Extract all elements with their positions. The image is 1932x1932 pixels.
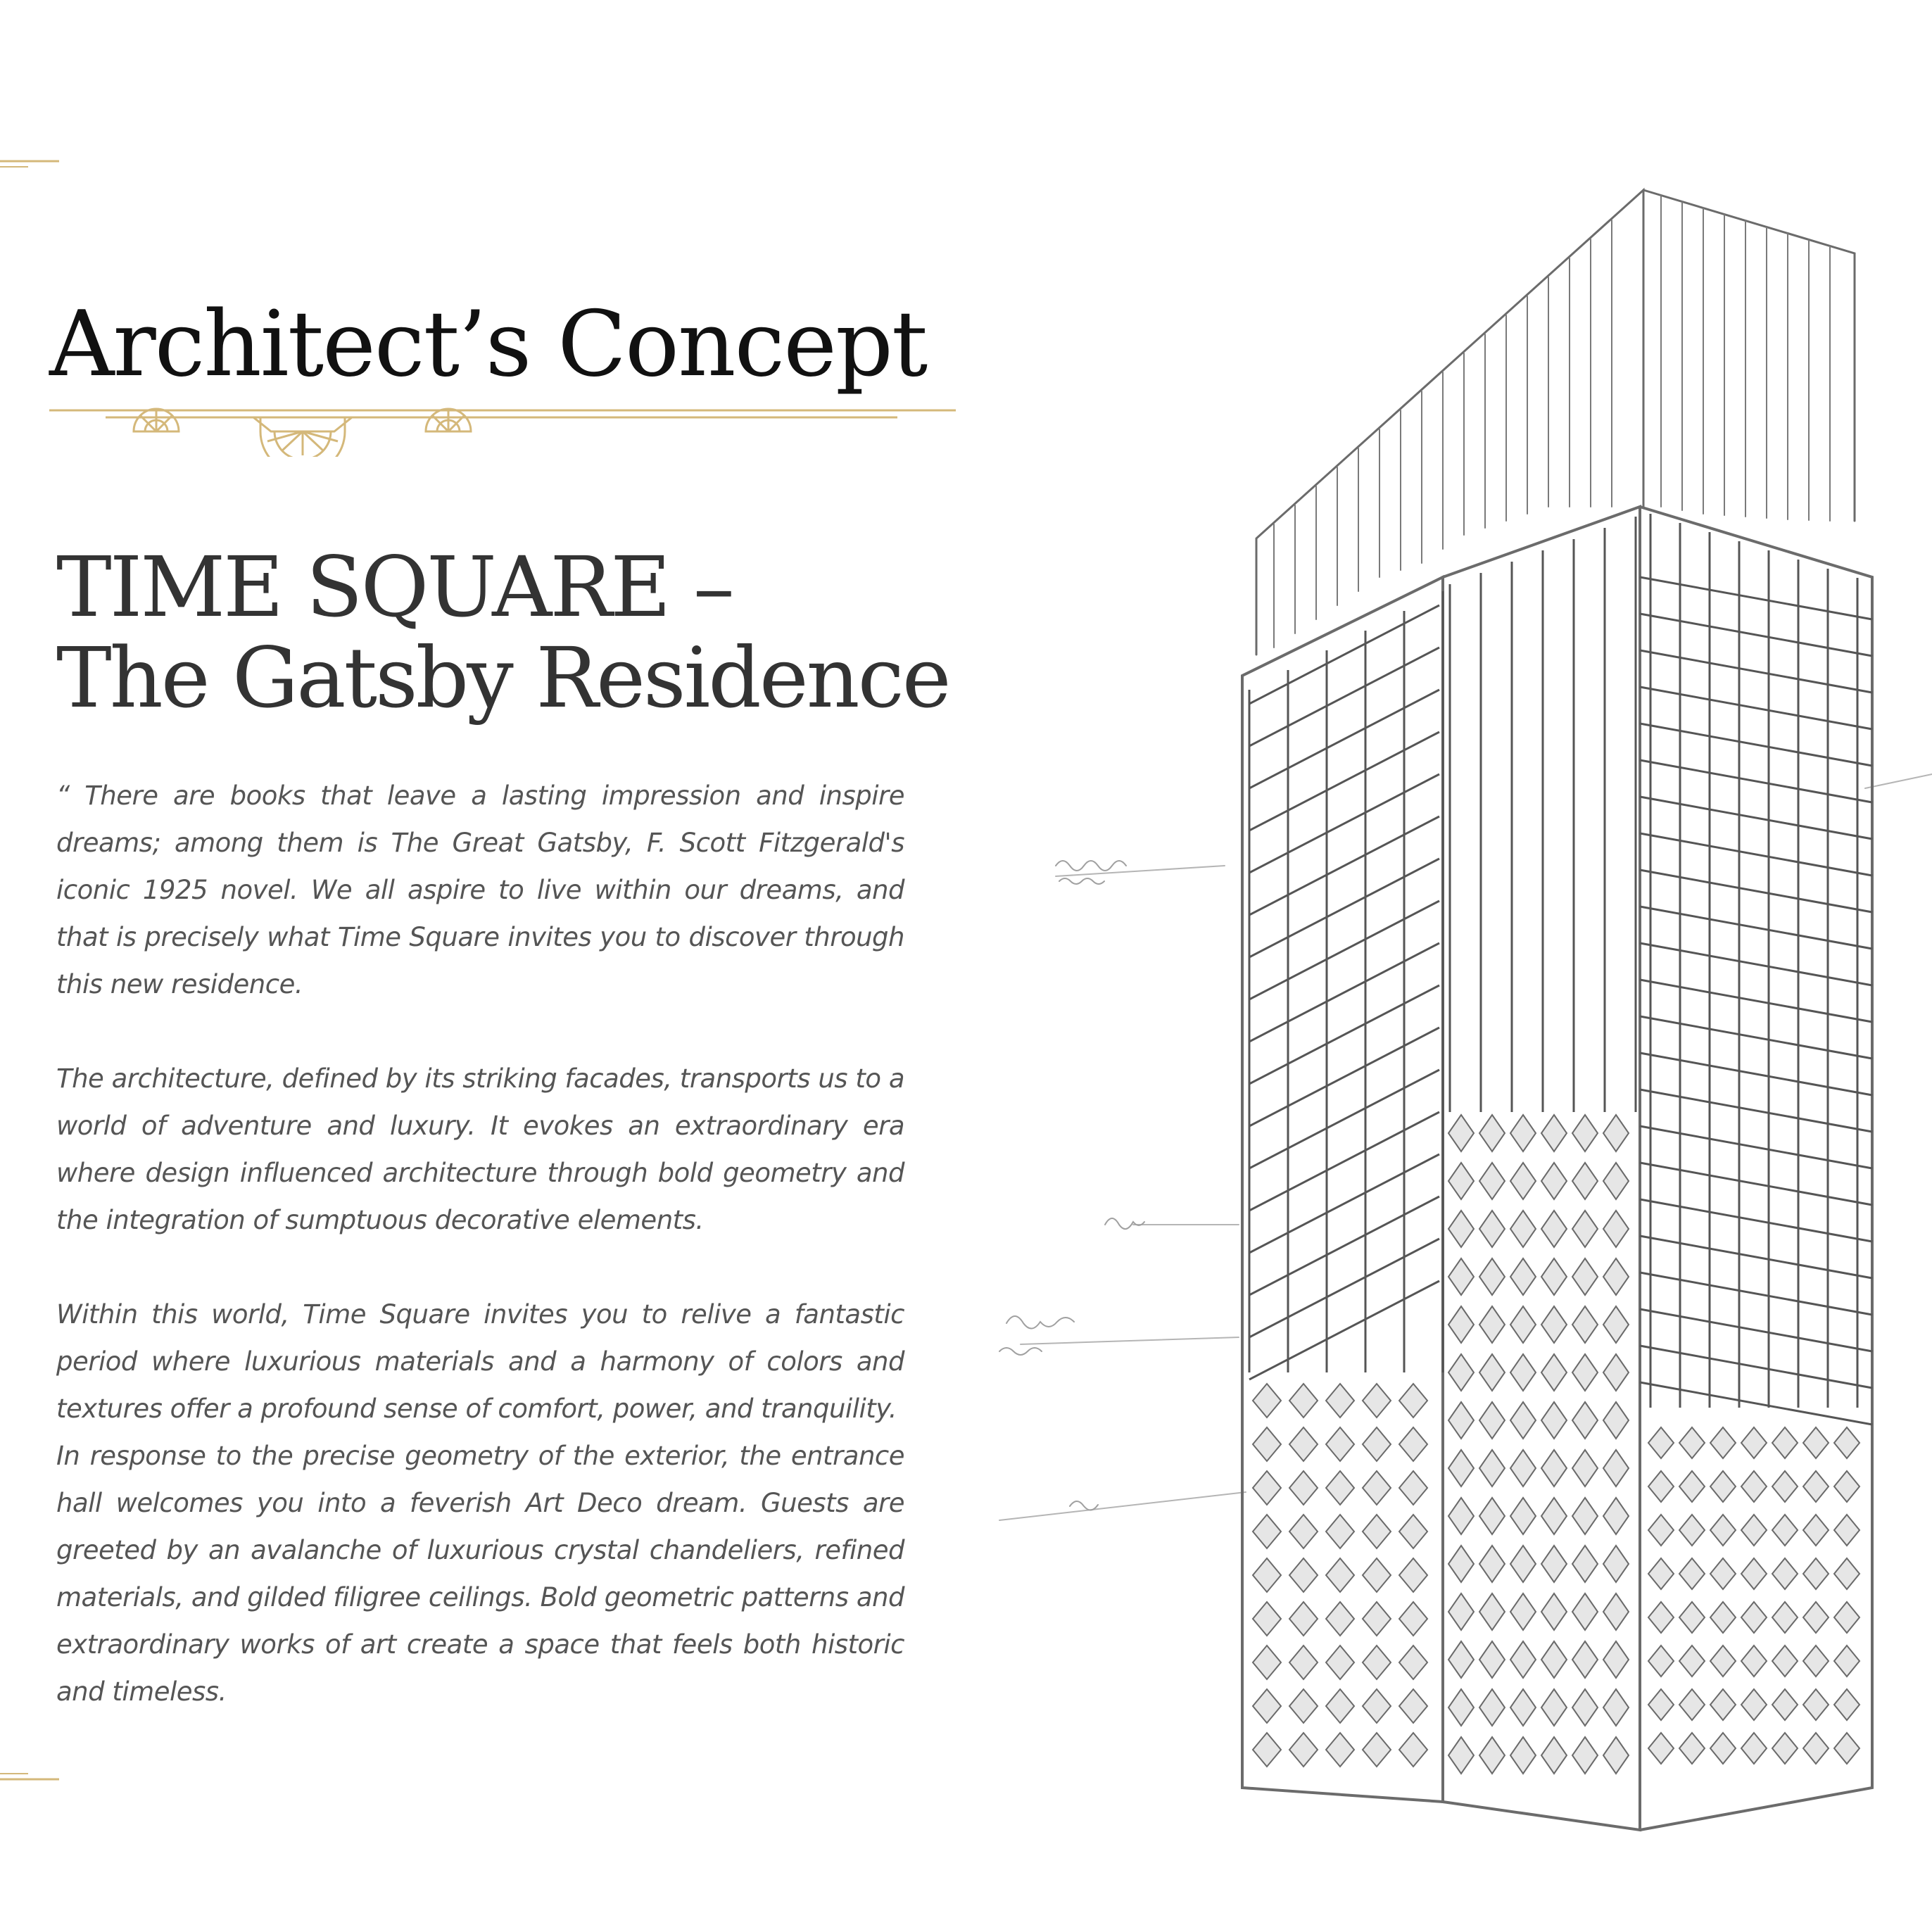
building-sketch-illustration [894,84,1932,1844]
art-deco-ornament [49,400,957,457]
title-line-1: TIME SQUARE – [56,538,733,636]
heading-block [49,292,957,457]
concept-description [56,772,904,1715]
title-line-2: The Gatsby Residence [56,629,949,726]
paragraph-entrance-hall: In response to the precise geometry of the exterior, the entrance hall welcomes you into a feverish Art Deco dream. Guests are greeted by an avalanche of luxurious crystal chandeliers, refined materials, and gilded filigree ceilings. Bold geometric patterns and extraordinary works of art create a space that feels both historic and timeless. [56,1441,904,1707]
paragraph-world: Within this world, Time Square invites you to relive a fantastic period where luxurious materials and a harmony of colors and textures offer a profound sense of comfort, power, and tranquility. [56,1299,904,1424]
paragraph-architecture: The architecture, defined by its striking facades, transports us to a world of adventure and luxury. It evokes an extraordinary era where design influenced architecture through bold geometry and the integration of sumptuous decorative elements. [56,1063,904,1235]
page-heading: Architect’s Concept [49,292,927,397]
top-left-deco-lines [0,159,63,169]
project-title [56,538,949,726]
paragraph-intro: “ There are books that leave a lasting impression and inspire dreams; among them is The Great Gatsby, F. Scott Fitzgerald's iconic 1925 novel. We all aspire to live within our dreams, and that is precisely what Time Square invites you to discover through this new residence. [56,781,904,999]
bottom-left-deco-lines [0,1772,63,1781]
